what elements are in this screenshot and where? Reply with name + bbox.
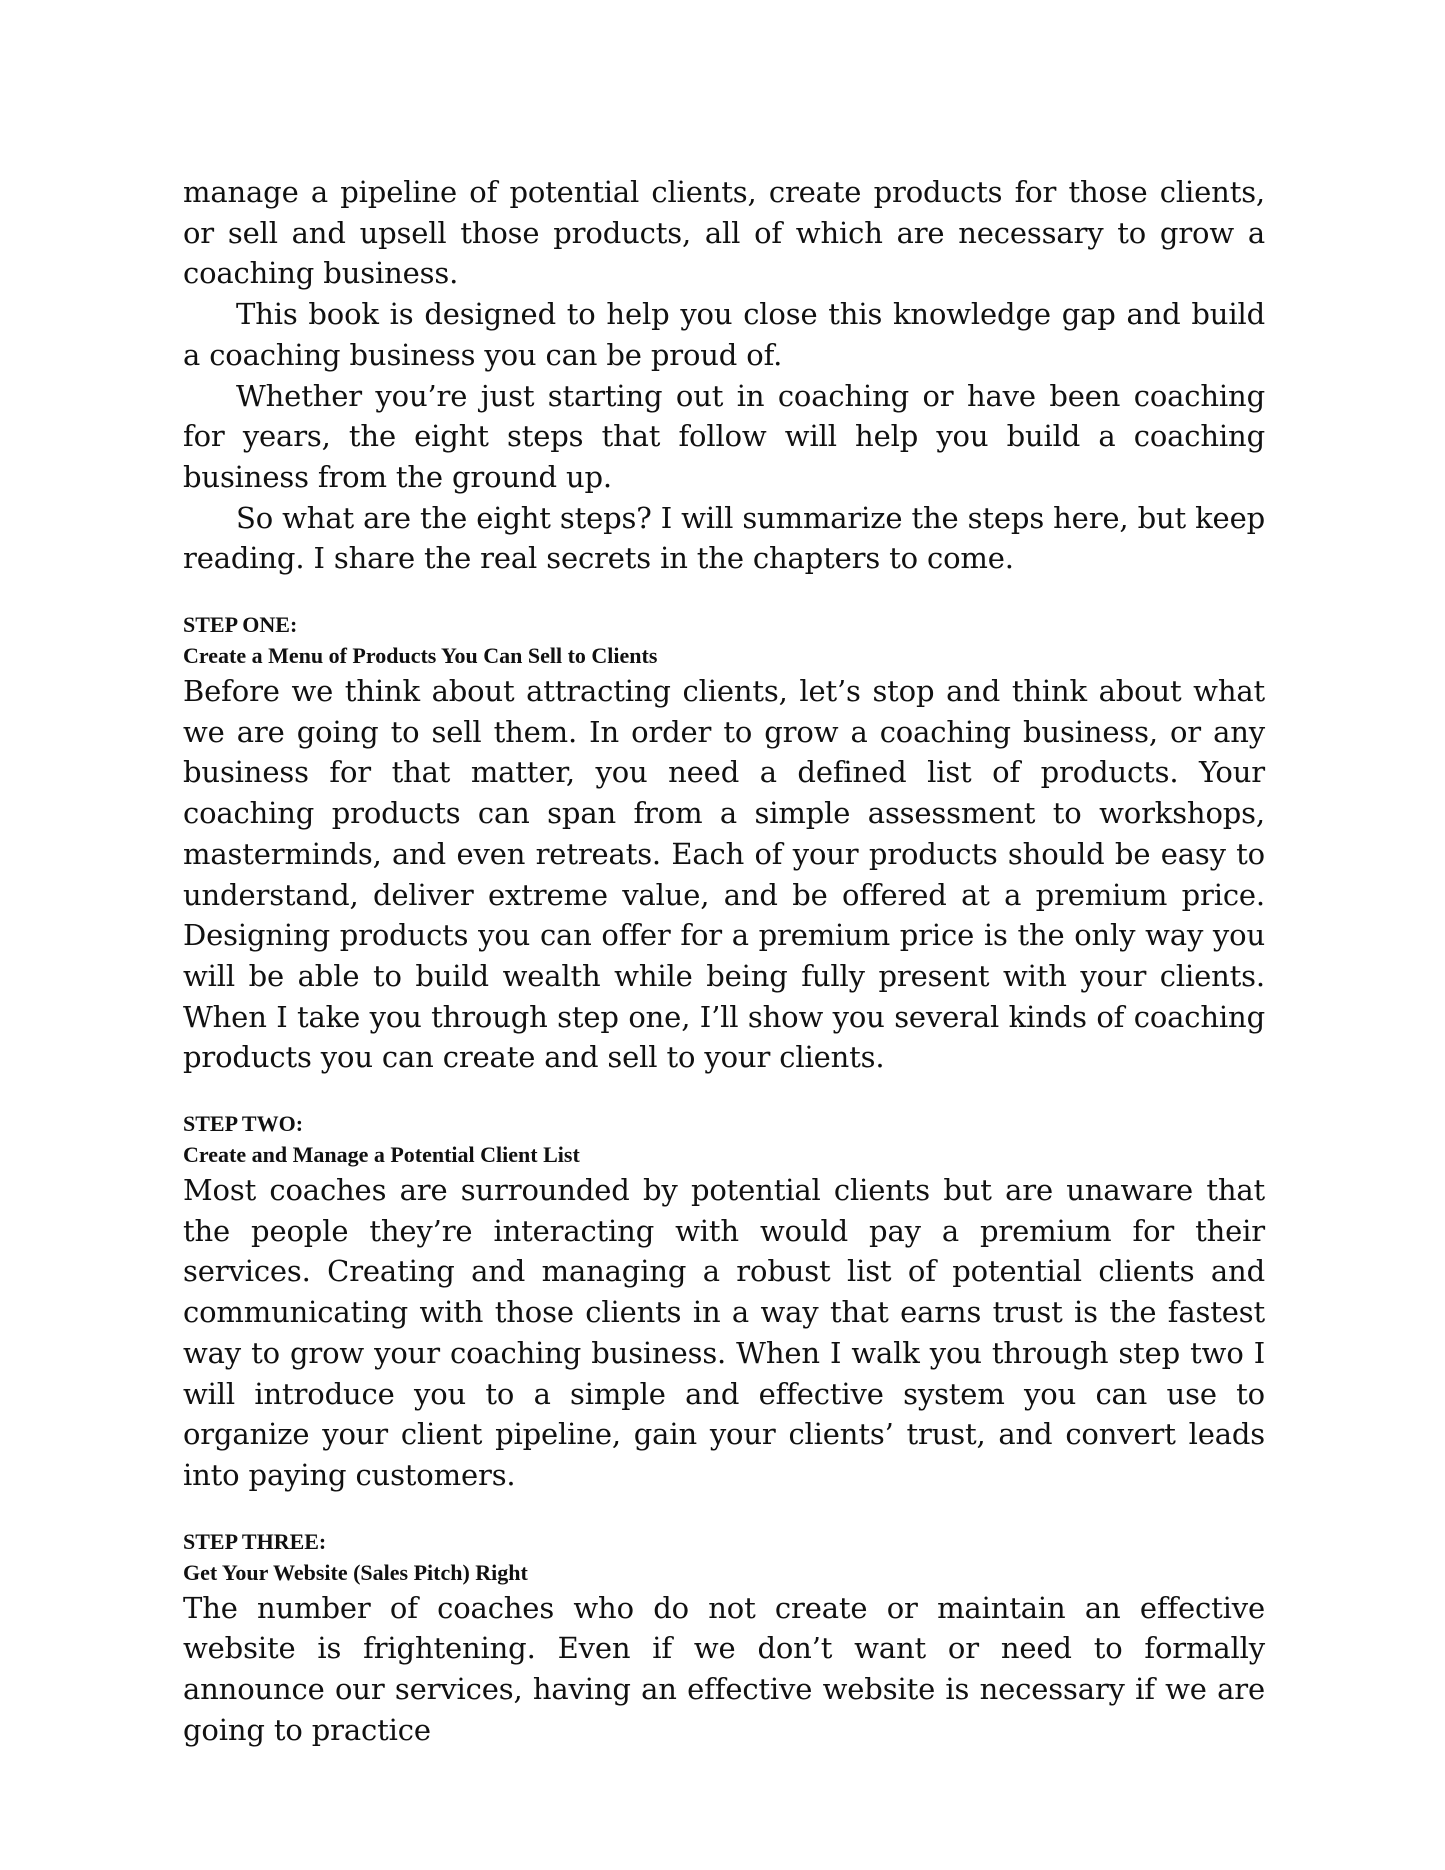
document-page	[183, 172, 1265, 1751]
step-one-body: Before we think about attracting clients, let’s stop and think about what we are going to sell them. In order to grow a coaching business, or any business for that matter, you need a defined list of products. Your coaching products can span from a simple assessment to workshops, masterminds, and even retreats. Each of your products should be easy to understand, deliver extreme value, and be offered at a premium price. Designing products you can offer for a premium price is the only way you will be able to build wealth while being fully present with your clients. When I take you through step one, I’ll show you several kinds of coaching products you can create and sell to your clients.	[183, 674, 1265, 1075]
step-two-title: Create and Manage a Potential Client List	[183, 1142, 580, 1168]
intro-paragraph-3: Whether you’re just starting out in coaching or have been coaching for years, the eight steps that follow will help you build a coaching business from the ground up.	[183, 378, 1265, 494]
step-three-label: STEP THREE:	[183, 1528, 327, 1554]
intro-paragraph-2: This book is designed to help you close this knowledge gap and build a coaching business you can be proud of.	[183, 297, 1265, 372]
step-two-body: Most coaches are surrounded by potential clients but are unaware that the people they’re interacting with would pay a premium for their services. Creating and managing a robust list of potential clients and communicating with those clients in a way that earns trust is the fastest way to grow your coaching business. When I walk you through step two I will introduce you to a simple and effective system you can use to organize your client pipeline, gain your clients’ trust, and convert leads into paying customers.	[183, 1173, 1265, 1492]
intro-paragraph-1: manage a pipeline of potential clients, create products for those clients, or sell and upsell those products, all of which are necessary to grow a coaching business.	[183, 175, 1265, 291]
step-two-label: STEP TWO:	[183, 1111, 304, 1137]
step-one-section	[183, 609, 1265, 1078]
step-three-section	[183, 1526, 1265, 1751]
step-one-title: Create a Menu of Products You Can Sell to Clients	[183, 643, 658, 669]
step-one-label: STEP ONE:	[183, 612, 298, 638]
intro-paragraph-4: So what are the eight steps? I will summarize the steps here, but keep reading. I share the real secrets in the chapters to come.	[183, 500, 1265, 576]
step-three-body: The number of coaches who do not create or maintain an effective website is frightening. Even if we don’t want or need to formally announce our services, having an effective website is necessary if we are going to practice	[183, 1590, 1265, 1747]
step-two-section	[183, 1108, 1265, 1496]
step-three-title: Get Your Website (Sales Pitch) Right	[183, 1559, 528, 1585]
